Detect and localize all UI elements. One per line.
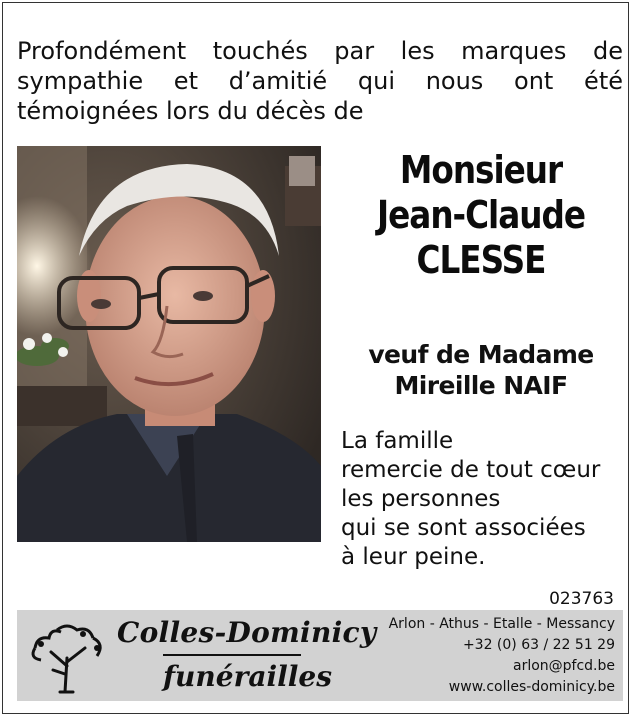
thanks-line: La famille: [341, 428, 454, 454]
locations: Arlon - Athus - Etalle - Messancy: [388, 616, 615, 632]
widower-block: [333, 339, 629, 401]
funeral-home-tagline: funérailles: [163, 660, 332, 693]
thanks-line: à leur peine.: [341, 544, 486, 570]
email-address: arlon@pfcd.be: [512, 658, 615, 674]
widower-line-1: veuf de Madame: [368, 340, 594, 369]
widower-line-2: Mireille NAIF: [394, 371, 568, 400]
brand-divider: [163, 654, 301, 656]
deceased-first-name: Jean-Claude: [377, 193, 585, 237]
thanks-line: remercie de tout cœur: [341, 457, 601, 483]
funeral-home-banner: [17, 610, 623, 701]
contact-details: [389, 614, 615, 698]
deceased-name-block: [333, 148, 629, 283]
thanks-message: [341, 427, 631, 572]
intro-text: Profondément touchés par les marques de sympathie et d’amitié qui nous ont été témoignées lors du décès de: [17, 37, 623, 125]
reference-number: 023763: [549, 589, 614, 609]
phone-number: +32 (0) 63 / 22 51 29: [462, 637, 615, 653]
deceased-title: Monsieur: [399, 148, 563, 192]
thanks-line: qui se sont associées: [341, 515, 586, 541]
obituary-card: [2, 2, 629, 714]
funeral-home-name: Colles-Dominicy: [117, 616, 377, 649]
website: www.colles-dominicy.be: [448, 679, 615, 695]
portrait-photo: [17, 146, 321, 542]
thanks-line: les personnes: [341, 486, 501, 512]
tree-logo-icon: [27, 618, 107, 694]
deceased-last-name: CLESSE: [416, 238, 546, 282]
